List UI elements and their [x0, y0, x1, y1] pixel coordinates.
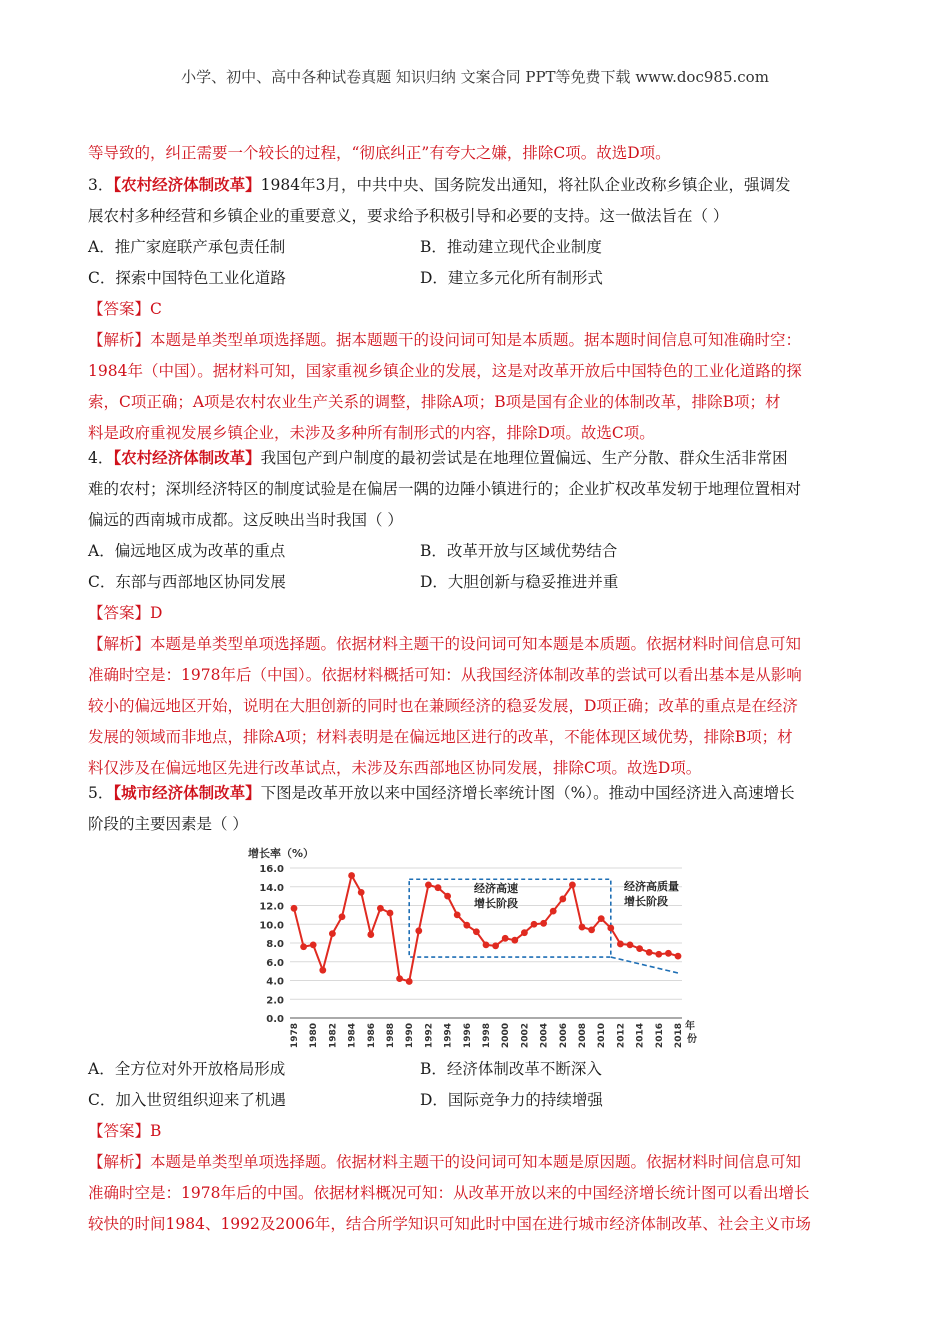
y-tick-label: 6.0	[266, 957, 284, 969]
q4-explanation-2: 准确时空是：1978年后（中国）。依据材料概括可知：从我国经济体制改革的尝试可以看出基本是从影响	[88, 666, 802, 684]
data-point	[300, 943, 307, 950]
chart-xlabel-2: 份	[687, 1034, 697, 1045]
q4-explanation-3: 较小的偏远地区开始，说明在大胆创新的同时也在兼顾经济的稳妥发展，D项正确；改革的重点是在经济	[88, 697, 798, 715]
x-tick-label: 1988	[386, 1023, 396, 1049]
data-point	[483, 941, 490, 948]
data-point	[425, 881, 432, 888]
q3-tag: 【农村经济体制改革】	[113, 175, 261, 194]
q3-option-d: D．建立多元化所有制形式	[420, 269, 603, 287]
chart-xlabel-1: 年	[685, 1021, 695, 1032]
q5-number: 5．	[88, 784, 114, 802]
q4-explanation-4: 发展的领域而非地点，排除A项；材料表明是在偏远地区进行的改革，不能体现区域优势，排除B项；材	[88, 728, 793, 746]
q4-explanation-1: 【解析】本题是单类型单项选择题。依据材料主题干的设问词可知本题是本质题。依据材料时间信息可知	[88, 635, 802, 653]
x-tick-label: 2002	[520, 1023, 531, 1049]
q5-explanation-1: 【解析】本题是单类型单项选择题。依据材料主题干的设问词可知本题是原因题。依据材料时间信息可知	[88, 1153, 802, 1171]
q5-option-b: B．经济体制改革不断深入	[420, 1060, 602, 1078]
question-3	[88, 169, 868, 449]
data-point	[636, 945, 643, 952]
high-quality-trend-line	[611, 957, 678, 973]
q3-stem-1: 1984年3月，中共中央、国务院发出通知，将社队企业改称乡镇企业，强调发	[260, 176, 791, 194]
q3-explanation-3: 索，C项正确；A项是农村农业生产关系的调整，排除A项；B项是国有企业的体制改革，排除B项；材	[88, 393, 781, 411]
x-tick-label: 1984	[347, 1023, 358, 1049]
q2-tail	[88, 138, 868, 169]
q5-stem-1: 下图是改革开放以来中国经济增长率统计图（%）。推动中国经济进入高速增长	[260, 784, 795, 802]
y-tick-label: 14.0	[259, 882, 284, 894]
q5-explanation-3: 较快的时间1984、1992及2006年，结合所学知识可知此时中国在进行城市经济体制改革、社会主义市场	[88, 1215, 811, 1233]
question-5-options	[88, 1054, 868, 1240]
q4-option-c: C．东部与西部地区协同发展	[88, 573, 286, 591]
data-point	[454, 911, 461, 918]
page-header: 小学、初中、高中各种试卷真题 知识归纳 文案合同 PPT等免费下载 www.doc985.com	[181, 68, 769, 86]
data-point	[665, 950, 672, 957]
y-tick-label: 2.0	[266, 995, 284, 1007]
growth-rate-chart	[242, 842, 704, 1050]
q4-option-b: B．改革开放与区域优势结合	[420, 542, 618, 560]
annotation-high-quality-2: 增长阶段	[624, 895, 668, 908]
data-point	[473, 928, 480, 935]
x-tick-label: 1992	[424, 1023, 435, 1049]
data-point	[579, 924, 586, 931]
data-point	[444, 893, 451, 900]
q3-option-a: A．推广家庭联产承包责任制	[88, 238, 286, 256]
x-tick-label: 2006	[558, 1023, 569, 1049]
chart-svg	[242, 842, 704, 1050]
q4-option-a: A．偏远地区成为改革的重点	[88, 542, 286, 560]
x-tick-label: 2016	[654, 1023, 665, 1049]
data-point	[329, 930, 336, 937]
x-tick-label: 1986	[366, 1023, 377, 1049]
data-point	[607, 925, 614, 932]
data-point	[502, 935, 509, 942]
x-tick-label: 1998	[482, 1023, 492, 1049]
chart-ylabel: 增长率（%）	[248, 847, 315, 860]
y-tick-label: 10.0	[259, 920, 284, 932]
data-point	[646, 949, 653, 956]
annotation-high-speed-1: 经济高速	[474, 882, 518, 895]
chart-yticks	[259, 864, 284, 1025]
q4-stem-1: 我国包产到户制度的最初尝试是在地理位置偏远、生产分散、群众生活非常困	[260, 449, 788, 467]
question-5	[88, 777, 868, 840]
y-tick-label: 0.0	[266, 1014, 284, 1025]
data-point	[550, 908, 557, 915]
data-point	[319, 967, 326, 974]
x-tick-label: 1978	[290, 1023, 300, 1049]
data-point	[655, 951, 662, 958]
q4-explanation-5: 料仅涉及在偏远地区先进行改革试点，未涉及东西部地区协同发展，排除C项。故选D项。	[88, 759, 702, 777]
data-point	[617, 941, 624, 948]
data-point	[569, 881, 576, 888]
annotation-high-quality-1: 经济高质量	[624, 880, 679, 893]
q3-explanation-1: 【解析】本题是单类型单项选择题。据本题题干的设问词可知是本质题。据本题时间信息可知准确时空：	[88, 331, 802, 349]
q5-explanation-2: 准确时空是：1978年后的中国。依据材料概况可知：从改革开放以来的中国经济增长统计图可以看出增长	[88, 1184, 810, 1202]
intro-line: 等导致的，纠正需要一个较长的过程，“彻底纠正”有夸大之嫌，排除C项。故选D项。	[88, 144, 671, 162]
y-tick-label: 8.0	[266, 939, 284, 950]
data-point	[588, 926, 595, 933]
y-tick-label: 4.0	[266, 976, 284, 988]
annotation-high-speed-2: 增长阶段	[474, 897, 518, 910]
x-tick-label: 1982	[328, 1023, 339, 1049]
q5-answer: 【答案】B	[88, 1122, 162, 1140]
question-4	[88, 442, 868, 784]
data-point	[415, 927, 422, 934]
q5-tag: 【城市经济体制改革】	[113, 783, 261, 802]
data-point	[511, 937, 518, 944]
q4-tag: 【农村经济体制改革】	[113, 448, 261, 467]
data-point	[675, 953, 682, 960]
q4-number: 4．	[88, 449, 114, 467]
data-point	[339, 913, 346, 920]
x-tick-label: 2018	[674, 1023, 684, 1049]
y-tick-label: 12.0	[259, 901, 284, 913]
data-point	[521, 929, 528, 936]
q3-stem-2: 展农村多种经营和乡镇企业的重要意义，要求给予积极引导和必要的支持。这一做法旨在（ ）	[88, 207, 729, 225]
q4-answer: 【答案】D	[88, 604, 163, 622]
q3-option-c: C．探索中国特色工业化道路	[88, 269, 286, 287]
q3-explanation-4: 料是政府重视发展乡镇企业，未涉及多种所有制形式的内容，排除D项。故选C项。	[88, 424, 655, 442]
data-point	[387, 910, 394, 917]
q3-option-b: B．推动建立现代企业制度	[420, 238, 602, 256]
data-point	[291, 905, 298, 912]
y-tick-label: 16.0	[259, 864, 284, 875]
data-point	[435, 884, 442, 891]
data-point	[367, 931, 374, 938]
chart-xticks	[290, 1023, 684, 1048]
q3-answer: 【答案】C	[88, 300, 162, 318]
data-point	[406, 978, 413, 985]
q4-option-d: D．大胆创新与稳妥推进并重	[420, 573, 619, 591]
data-point	[396, 975, 403, 982]
q5-option-d: D．国际竞争力的持续增强	[420, 1091, 603, 1109]
x-tick-label: 1994	[443, 1023, 454, 1049]
data-point	[540, 920, 547, 927]
x-tick-label: 2008	[578, 1023, 588, 1049]
q5-option-a: A．全方位对外开放格局形成	[88, 1060, 286, 1078]
q4-stem-2: 难的农村；深圳经济特区的制度试验是在偏居一隅的边陲小镇进行的；企业扩权改革发轫于地理位置相对	[88, 480, 802, 498]
x-tick-label: 2010	[597, 1023, 608, 1049]
data-point	[492, 942, 499, 949]
data-point	[463, 922, 470, 929]
data-point	[559, 896, 566, 903]
data-point	[627, 941, 634, 948]
q4-stem-3: 偏远的西南城市成都。这反映出当时我国（ ）	[88, 511, 403, 529]
x-tick-label: 2000	[501, 1023, 512, 1049]
data-point	[310, 941, 317, 948]
x-tick-label: 2014	[635, 1023, 646, 1049]
data-point	[531, 921, 538, 928]
q3-number: 3．	[88, 176, 114, 194]
x-tick-label: 2012	[616, 1023, 627, 1049]
x-tick-label: 1980	[309, 1023, 320, 1049]
data-point	[598, 915, 605, 922]
x-tick-label: 2004	[539, 1023, 550, 1049]
data-point	[358, 889, 365, 896]
data-point	[377, 905, 384, 912]
x-tick-label: 1996	[462, 1023, 473, 1049]
q5-option-c: C．加入世贸组织迎来了机遇	[88, 1091, 286, 1109]
x-tick-label: 1990	[405, 1023, 416, 1049]
q5-stem-2: 阶段的主要因素是（ ）	[88, 815, 248, 833]
data-point	[348, 872, 355, 879]
q3-explanation-2: 1984年（中国）。据材料可知，国家重视乡镇企业的发展，这是对改革开放后中国特色的工业化道路的探	[88, 362, 802, 380]
